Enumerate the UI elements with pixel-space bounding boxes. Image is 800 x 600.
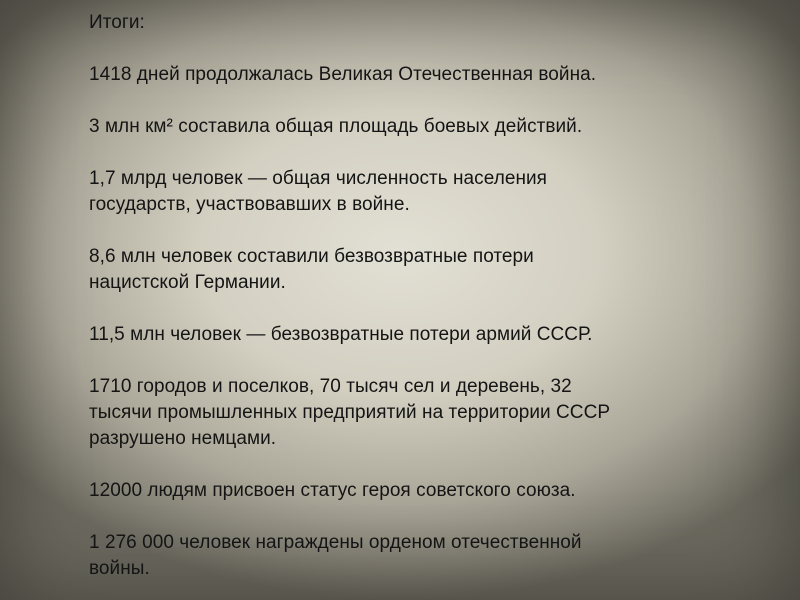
fact-paragraph bbox=[89, 322, 739, 348]
fact-paragraph bbox=[89, 114, 739, 140]
fact-paragraph bbox=[89, 244, 739, 296]
fact-paragraph bbox=[89, 530, 739, 582]
fact-line: разрушено немцами. bbox=[89, 428, 277, 449]
fact-line: тысячи промышленных предприятий на территории СССР bbox=[89, 402, 611, 423]
fact-line: 1418 дней продолжалась Великая Отечественная война. bbox=[89, 64, 597, 85]
fact-line: 12000 людям присвоен статус героя советского союза. bbox=[89, 480, 576, 501]
fact-line: 1 276 000 человек награждены орденом отечественной bbox=[89, 532, 582, 553]
fact-line: войны. bbox=[89, 558, 150, 579]
fact-line: 11,5 млн человек — безвозвратные потери армий СССР. bbox=[89, 324, 593, 345]
slide-text-block bbox=[89, 10, 739, 582]
fact-line: государств, участвовавших в войне. bbox=[89, 194, 410, 215]
fact-line: 8,6 млн человек составили безвозвратные потери bbox=[89, 246, 534, 267]
fact-paragraph bbox=[89, 374, 739, 452]
fact-line: нацистской Германии. bbox=[89, 272, 286, 293]
fact-paragraph bbox=[89, 166, 739, 218]
fact-line: 1,7 млрд человек — общая численность населения bbox=[89, 168, 548, 189]
fact-line: 3 млн км² составила общая площадь боевых действий. bbox=[89, 116, 583, 137]
slide-heading bbox=[89, 10, 739, 36]
fact-paragraph bbox=[89, 62, 739, 88]
slide-heading-text: Итоги: bbox=[89, 12, 145, 33]
fact-line: 1710 городов и поселков, 70 тысяч сел и деревень, 32 bbox=[89, 376, 572, 397]
fact-paragraph bbox=[89, 478, 739, 504]
